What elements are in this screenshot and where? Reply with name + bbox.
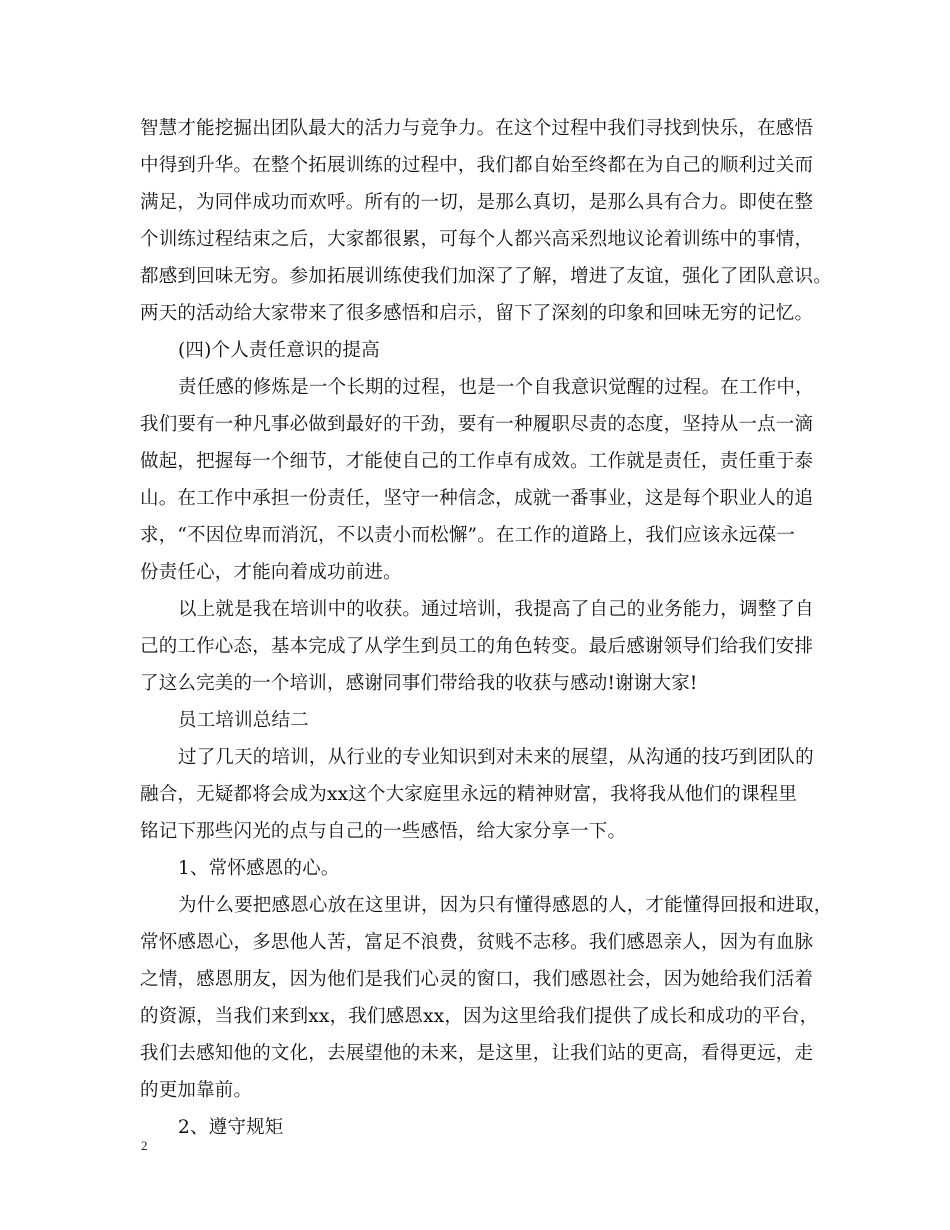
body-text-line: 责任感的修炼是一个长期的过程，也是一个自我意识觉醒的过程。在工作中， bbox=[178, 377, 814, 398]
body-text-line: 的更加靠前。 bbox=[140, 1080, 253, 1101]
body-text-line: 都感到回味无穷。参加拓展训练使我们加深了了解，增进了友谊，强化了团队意识。 bbox=[140, 266, 832, 287]
list-item-heading: 1、常怀感恩的心。 bbox=[178, 858, 340, 879]
body-text-line: 以上就是我在培训中的收获。通过培训，我提高了自己的业务能力，调整了自 bbox=[178, 599, 814, 620]
page-number: 2 bbox=[141, 1138, 148, 1153]
body-text-line: 两天的活动给大家带来了很多感悟和启示，留下了深刻的印象和回味无穷的记忆。 bbox=[140, 303, 814, 324]
section-heading: (四)个人责任意识的提高 bbox=[178, 340, 380, 361]
list-item-heading: 2、遵守规矩 bbox=[178, 1117, 284, 1138]
body-text-line: 我们去感知他的文化，去展望他的未来，是这里，让我们站的更高，看得更远，走 bbox=[140, 1043, 814, 1064]
body-text-line: 己的工作心态，基本完成了从学生到员工的角色转变。最后感谢领导们给我们安排 bbox=[140, 636, 814, 657]
section-heading: 员工培训总结二 bbox=[178, 710, 309, 731]
body-text-line: 满足，为同伴成功而欢呼。所有的一切，是那么真切，是那么具有合力。即使在整 bbox=[140, 192, 814, 213]
body-text-line: 融合，无疑都将会成为xx这个大家庭里永远的精神财富，我将我从他们的课程里 bbox=[140, 784, 798, 805]
body-text-line: 了这么完美的一个培训，感谢同事们带给我的收获与感动!谢谢大家! bbox=[140, 673, 698, 694]
body-text-line: 常怀感恩心，多思他人苦，富足不浪费，贫贱不志移。我们感恩亲人，因为有血脉 bbox=[140, 932, 814, 953]
body-text-line: 做起，把握每一个细节，才能使自己的工作卓有成效。工作就是责任，责任重于泰 bbox=[140, 451, 814, 472]
body-text-line: 过了几天的培训，从行业的专业知识到对未来的展望，从沟通的技巧到团队的 bbox=[178, 747, 814, 768]
body-text-line: 个训练过程结束之后，大家都很累，可每个人都兴高采烈地议论着训练中的事情， bbox=[140, 229, 814, 250]
body-text-line: 为什么要把感恩心放在这里讲，因为只有懂得感恩的人，才能懂得回报和进取， bbox=[178, 895, 833, 916]
body-text-line: 铭记下那些闪光的点与自己的一些感悟，给大家分享一下。 bbox=[140, 821, 627, 842]
body-text-line: 之情，感恩朋友，因为他们是我们心灵的窗口，我们感恩社会，因为她给我们活着 bbox=[140, 969, 814, 990]
body-text-line: 的资源，当我们来到xx，我们感恩xx，因为这里给我们提供了成长和成功的平台， bbox=[140, 1006, 819, 1027]
body-text-line: 份责任心，才能向着成功前进。 bbox=[140, 562, 402, 583]
body-text-line: 智慧才能挖掘出团队最大的活力与竞争力。在这个过程中我们寻找到快乐，在感悟 bbox=[140, 118, 814, 139]
body-text-line: 求，“不因位卑而消沉，不以责小而松懈”。在工作的道路上，我们应该永远葆一 bbox=[140, 525, 796, 546]
body-text-line: 中得到升华。在整个拓展训练的过程中，我们都自始至终都在为自己的顺利过关而 bbox=[140, 155, 814, 176]
body-text-line: 山。在工作中承担一份责任，坚守一种信念，成就一番事业，这是每个职业人的追 bbox=[140, 488, 814, 509]
body-text-line: 我们要有一种凡事必做到最好的干劲，要有一种履职尽责的态度，坚持从一点一滴 bbox=[140, 414, 814, 435]
